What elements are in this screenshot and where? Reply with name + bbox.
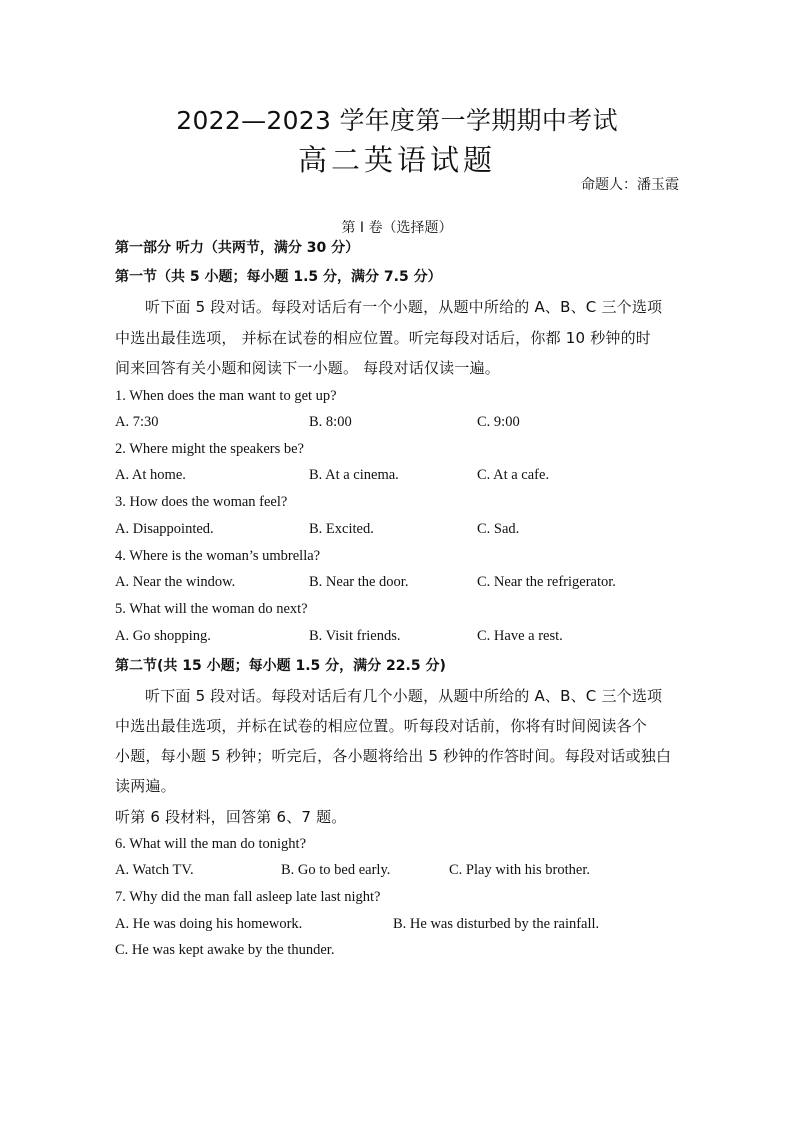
option-b: B. He was disturbed by the rainfall. [393,916,600,932]
question-stem: 2. Where might the speakers be? [115,441,304,457]
section1-instruction-line: 中选出最佳选项， 并标在试卷的相应位置。听完每段对话后，你都 10 秒钟的时 [115,329,651,347]
option-a: A. Disappointed. [115,521,214,537]
section1-heading: 第一节（共 5 小题；每小题 1.5 分，满分 7.5 分） [115,269,442,285]
option-a: A. 7:30 [115,414,159,430]
question-stem: 3. How does the woman feel? [115,494,288,510]
option-c: C. Have a rest. [477,628,563,644]
option-c: C. Near the refrigerator. [477,574,616,590]
option-a: A. He was doing his homework. [115,916,303,932]
option-b: B. Go to bed early. [281,862,391,878]
option-c: C. Sad. [477,521,520,537]
section2-instruction-line: 中选出最佳选项，并标在试卷的相应位置。听每段对话前，你将有时间阅读各个 [115,717,648,735]
section1-instruction-line: 听下面 5 段对话。每段对话后有一个小题，从题中所给的 A、B、C 三个选项 [145,298,663,316]
option-c: C. He was kept awake by the thunder. [115,942,335,958]
question-stem: 5. What will the woman do next? [115,601,308,617]
question-stem: 6. What will the man do tonight? [115,836,307,852]
material-note: 听第 6 段材料，回答第 6、7 题。 [115,808,347,826]
section2-instruction-line: 听下面 5 段对话。每段对话后有几个小题，从题中所给的 A、B、C 三个选项 [145,687,663,705]
exam-subject-title: 高二英语试题 [297,143,496,177]
option-c: C. 9:00 [477,414,520,430]
option-a: A. At home. [115,467,186,483]
volume-heading: 第 I 卷（选择题） [341,220,453,236]
option-a: A. Go shopping. [115,628,211,644]
part1-heading: 第一部分 听力（共两节，满分 30 分） [115,240,360,256]
section1-instruction-line: 间来回答有关小题和阅读下一小题。 每段对话仅读一遍。 [115,359,500,377]
option-b: B. Near the door. [309,574,409,590]
section2-instruction-line: 读两遍。 [115,777,176,795]
section2-instruction-line: 小题，每小题 5 秒钟；听完后，各小题将给出 5 秒钟的作答时间。每段对话或独白 [115,747,672,765]
option-b: B. Excited. [309,521,374,537]
option-b: B. Visit friends. [309,628,401,644]
question-stem: 1. When does the man want to get up? [115,388,337,404]
author-line: 命题人：潘玉霞 [581,177,679,193]
option-a: A. Watch TV. [115,862,194,878]
option-c: C. Play with his brother. [449,862,590,878]
option-c: C. At a cafe. [477,467,550,483]
option-b: B. At a cinema. [309,467,399,483]
exam-title: 2022—2023 学年度第一学期期中考试 [176,106,618,135]
question-stem: 7. Why did the man fall asleep late last night? [115,889,381,905]
option-a: A. Near the window. [115,574,236,590]
section2-heading: 第二节(共 15 小题；每小题 1.5 分，满分 22.5 分) [115,658,446,674]
option-b: B. 8:00 [309,414,352,430]
question-stem: 4. Where is the woman’s umbrella? [115,548,321,564]
